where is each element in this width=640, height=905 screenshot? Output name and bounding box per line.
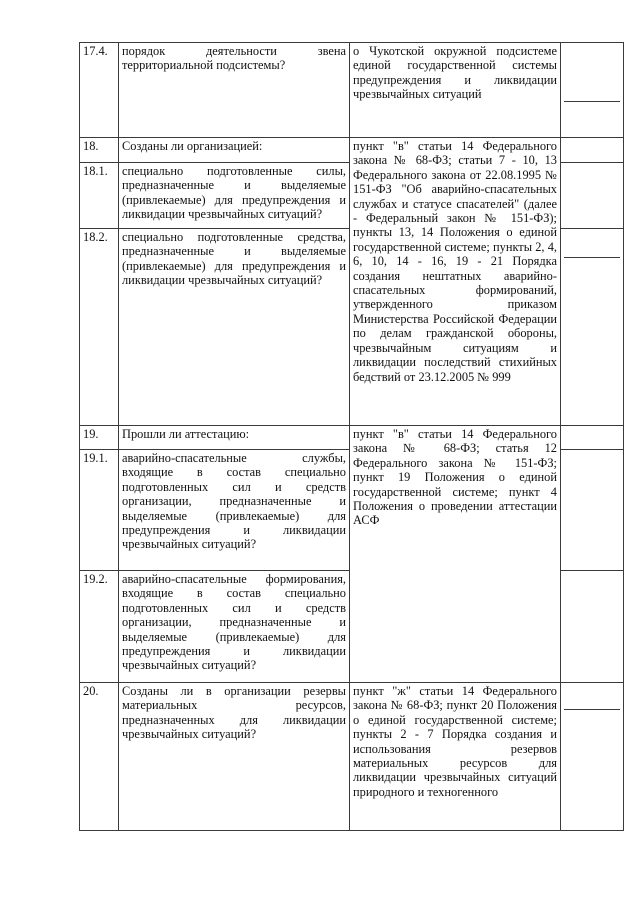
table-row	[80, 43, 624, 138]
reference-cell: о Чукотской окружной подсистеме единой государственной системы предупреждения и ликвидации чрезвычайных ситуаций	[350, 43, 561, 138]
question-cell: аварийно-спасательные формирования, входящие в состав специально подготовленных сил и средств организации, предназначенные и выделяемые (привлекаемые) для предупреждения и ликвидации чрезвычайных ситуаций?	[119, 571, 350, 683]
checklist-table	[79, 42, 624, 831]
reference-cell: пункт "в" статьи 14 Федерального закона № 68-ФЗ; статья 12 Федерального закона № 151-ФЗ; пункт 19 Положения о единой государственной системе; пункт 4 Положения о проведении аттестации АСФ	[350, 426, 561, 683]
row-number: 18.1.	[80, 163, 119, 229]
answer-box	[564, 230, 620, 258]
row-number: 19.2.	[80, 571, 119, 683]
question-cell: Прошли ли аттестацию:	[119, 426, 350, 450]
answer-cell	[561, 163, 624, 229]
question-cell: порядок деятельности звена территориальной подсистемы?	[119, 43, 350, 138]
reference-cell: пункт "ж" статьи 14 Федерального закона № 68-ФЗ; пункт 20 Положения о единой государственной системе; пункты 2 - 7 Порядка создания и использования резервов материальных ресурсов для ликвидации чрезвычайных ситуаций природного и техногенного	[350, 683, 561, 831]
answer-box	[564, 44, 620, 102]
answer-box	[564, 684, 620, 710]
question-cell: специально подготовленные средства, предназначенные и выделяемые (привлекаемые) для предупреждения и ликвидации чрезвычайных ситуаций?	[119, 229, 350, 426]
answer-cell	[561, 229, 624, 426]
reference-cell: пункт "в" статьи 14 Федерального закона № 68-ФЗ; статьи 7 - 10, 13 Федерального закона от 22.08.1995 № 151-ФЗ "Об аварийно-спасательных службах и статусе спасателей" (далее - Федеральный закон № 151-ФЗ); пункты 13, 14 Положения о единой государственной системе; пункты 2, 4, 6, 10, 14 - 16, 19 - 21 Порядка создания нештатных аварийно-спасательных формирований, утвержденного приказом Министерства Российской Федерации по делам гражданской обороны, чрезвычайным ситуациям и ликвидации последствий стихийных бедствий от 23.12.2005 № 999	[350, 138, 561, 426]
row-number: 19.	[80, 426, 119, 450]
question-cell: Созданы ли организацией:	[119, 138, 350, 163]
row-number: 20.	[80, 683, 119, 831]
answer-cell	[561, 138, 624, 163]
row-number: 18.2.	[80, 229, 119, 426]
table-row	[80, 138, 624, 163]
answer-cell	[561, 426, 624, 450]
table-row	[80, 683, 624, 831]
row-number: 19.1.	[80, 450, 119, 571]
row-number: 18.	[80, 138, 119, 163]
answer-cell	[561, 571, 624, 683]
row-number: 17.4.	[80, 43, 119, 138]
question-cell: специально подготовленные силы, предназначенные и выделяемые (привлекаемые) для предупреждения и ликвидации чрезвычайных ситуаций?	[119, 163, 350, 229]
question-cell: аварийно-спасательные службы, входящие в состав специально подготовленных сил и средств организации, предназначенные и выделяемые (привлекаемые) для предупреждения и ликвидации чрезвычайных ситуаций?	[119, 450, 350, 571]
answer-cell	[561, 43, 624, 138]
question-cell: Созданы ли в организации резервы материальных ресурсов, предназначенных для ликвидации чрезвычайных ситуаций?	[119, 683, 350, 831]
table-row	[80, 426, 624, 450]
answer-cell	[561, 683, 624, 831]
answer-cell	[561, 450, 624, 571]
